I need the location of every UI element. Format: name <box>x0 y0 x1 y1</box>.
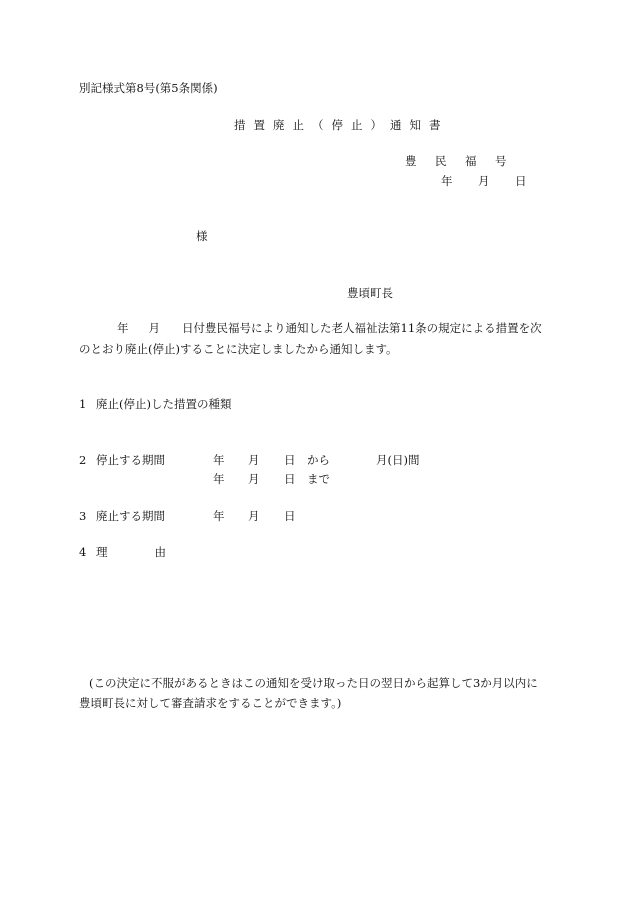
suspension-start-day: 日 <box>284 453 296 467</box>
title-char: 置 <box>253 118 265 132</box>
body-line-1 <box>79 323 542 335</box>
suspension-end-suffix: まで <box>307 472 330 486</box>
section-number: 2 <box>79 453 87 467</box>
title-char: 廃 <box>273 118 285 132</box>
section-number: 1 <box>79 397 87 411</box>
section-number: 4 <box>79 545 87 559</box>
section-label: 廃止する期間 <box>96 509 165 523</box>
addressee-honorific: 様 <box>196 229 208 243</box>
suspension-start-year: 年 <box>213 453 225 467</box>
body-year: 年 <box>117 321 129 335</box>
appeal-notice-line-1: (この決定に不服があるときはこの通知を受け取った日の翌日から起算して3か月以内に <box>89 676 538 690</box>
section-3 <box>79 511 165 523</box>
reference-char: 豊 <box>405 154 417 168</box>
suspension-end-month: 月 <box>248 472 260 486</box>
section-4 <box>79 547 166 559</box>
title-char: 通 <box>390 118 402 132</box>
reference-char: 福 <box>465 154 477 168</box>
section-number: 3 <box>79 509 87 523</box>
title-char: （ <box>312 118 324 132</box>
section-label: 停止する期間 <box>96 453 165 467</box>
reference-char: 号 <box>495 154 507 168</box>
section-1 <box>79 399 231 411</box>
document-title <box>234 120 441 132</box>
abolition-month: 月 <box>248 509 260 523</box>
section-label: 廃止(停止)した措置の種類 <box>96 397 232 411</box>
suspension-end-day: 日 <box>284 472 296 486</box>
title-char: 停 <box>331 118 343 132</box>
appeal-notice-line-2: 豊頃町長に対して審査請求をすることができます。) <box>79 696 342 710</box>
title-char: 止 <box>351 118 363 132</box>
issue-date <box>441 176 552 188</box>
section-label-second: 由 <box>154 545 166 559</box>
section-2 <box>79 455 165 467</box>
reference-char: 民 <box>435 154 447 168</box>
date-day: 日 <box>515 174 527 188</box>
title-char: 書 <box>429 118 441 132</box>
title-char: 措 <box>234 118 246 132</box>
body-line-2: のとおり廃止(停止)することに決定しましたから通知します。 <box>79 342 398 356</box>
sender-name: 豊頃町長 <box>347 286 393 300</box>
suspension-start-suffix: から <box>307 453 330 467</box>
title-char: 知 <box>409 118 421 132</box>
section-label-first: 理 <box>96 545 108 559</box>
body-month: 月 <box>148 321 160 335</box>
suspension-start-month: 月 <box>248 453 260 467</box>
date-year: 年 <box>441 174 453 188</box>
date-month: 月 <box>478 174 490 188</box>
form-number: 別記様式第8号(第5条関係) <box>79 81 218 95</box>
suspension-period: 月(日)間 <box>376 453 420 467</box>
abolition-day: 日 <box>284 509 296 523</box>
reference-number <box>405 156 525 168</box>
suspension-end-year: 年 <box>213 472 225 486</box>
title-char: 止 <box>292 118 304 132</box>
body-text: 日付豊民福号により通知した老人福祉法第11条の規定による措置を次 <box>182 321 542 335</box>
abolition-year: 年 <box>213 509 225 523</box>
title-char: ） <box>370 118 382 132</box>
